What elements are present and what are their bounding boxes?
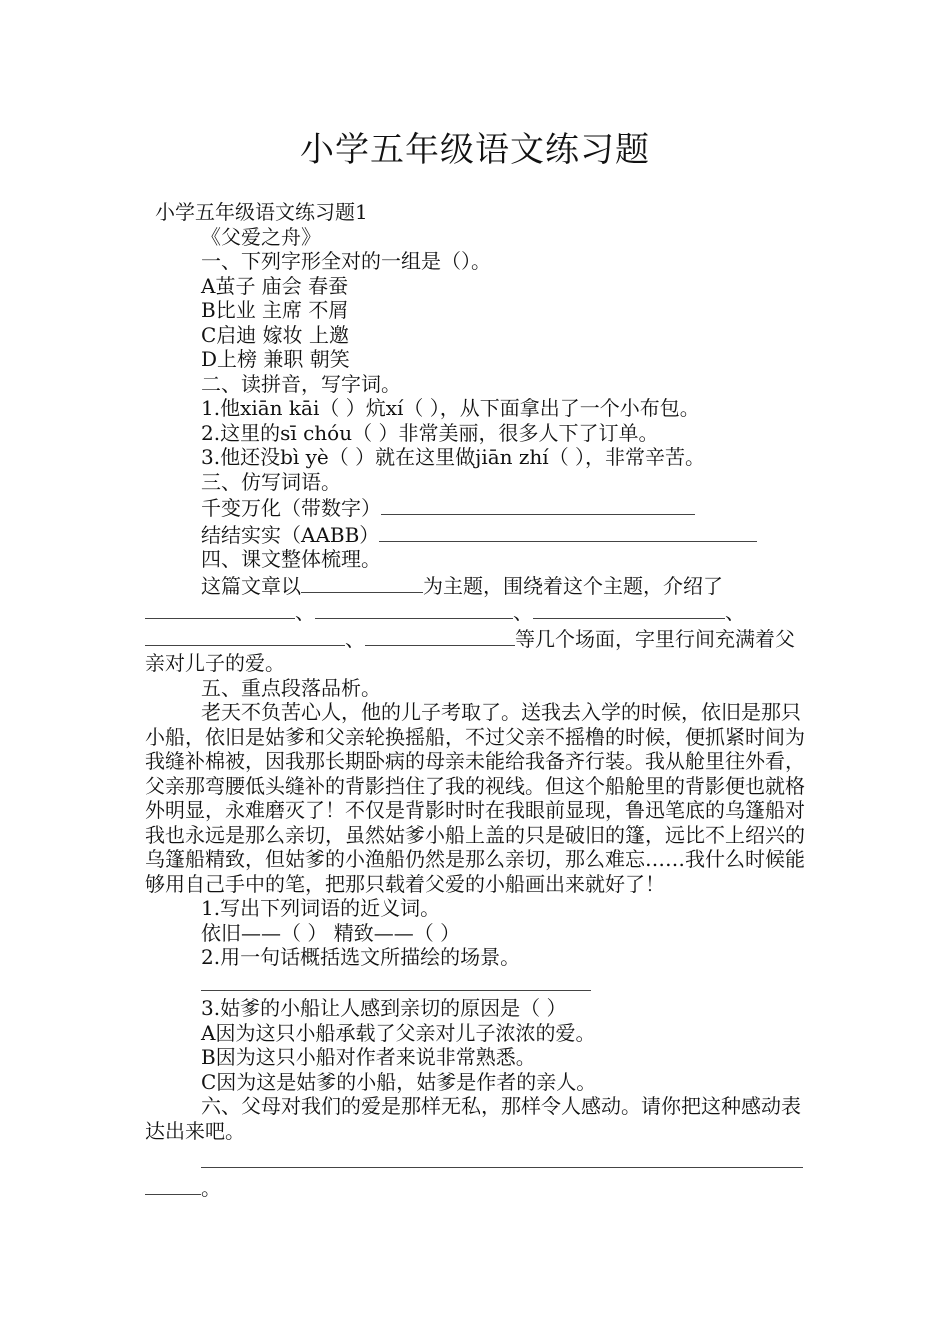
page-title: 小学五年级语文练习题 bbox=[300, 130, 650, 170]
lesson-title: 《父爱之舟》 bbox=[201, 224, 321, 249]
q4-blank-scene-1[interactable] bbox=[145, 598, 295, 619]
q4-heading: 四、课文整体梳理。 bbox=[201, 547, 381, 571]
q4-text-b: 为主题，围绕着这个主题，介绍了 bbox=[423, 573, 723, 598]
q5-sub3: 3.姑爹的小船让人感到亲切的原因是（ ） bbox=[201, 996, 567, 1020]
q5-sub3-option-a: A因为这只小船承载了父亲对儿子浓浓的爱。 bbox=[201, 1020, 596, 1045]
q6-end-mark: 。 bbox=[201, 1175, 221, 1200]
q1-option-a: A茧子 庙会 春蚕 bbox=[201, 273, 349, 298]
q5-sub1-items: 依旧——（ ） 精致——（ ） bbox=[201, 920, 461, 945]
q4-sep-2: 、 bbox=[513, 600, 533, 624]
q1-option-d: D上榜 兼职 朝笑 bbox=[201, 347, 350, 371]
q3-item-1 bbox=[145, 494, 807, 521]
document-body bbox=[145, 200, 807, 1200]
q3-item-2-label: 结结实实（AABB） bbox=[201, 522, 380, 547]
q4-blank-theme[interactable] bbox=[301, 572, 423, 593]
q1-option-c: C启迪 嫁妆 上邀 bbox=[201, 322, 350, 347]
q3-item-1-label: 千变万化（带数字） bbox=[201, 496, 381, 520]
q6-answer-blank-2[interactable] bbox=[145, 1174, 201, 1195]
q3-item-2 bbox=[145, 521, 807, 548]
q4-blank-scene-2[interactable] bbox=[315, 598, 513, 619]
q2-item-1: 1.他xiān kāi（ ）炕xí（ ），从下面拿出了一个小布包。 bbox=[201, 396, 700, 420]
q2-item-2: 2.这里的sī chóu（ ）非常美丽，很多人下了订单。 bbox=[201, 420, 659, 445]
q3-heading: 三、仿写词语。 bbox=[201, 469, 341, 494]
q3-answer-blank-1[interactable] bbox=[381, 494, 695, 515]
q4-sep-3: 、 bbox=[725, 600, 745, 624]
q4-sep-4: 、 bbox=[345, 626, 365, 651]
q5-sub2-answer-line bbox=[145, 970, 807, 997]
q6-answer-area bbox=[145, 1147, 807, 1200]
q4-sep-1: 、 bbox=[295, 600, 315, 624]
q1-option-b: B比业 主席 不屑 bbox=[201, 298, 349, 322]
q6-answer-blank-1[interactable] bbox=[201, 1147, 803, 1168]
q5-sub2-blank[interactable] bbox=[201, 970, 591, 991]
q1-heading: 一、下列字形全对的一组是（）。 bbox=[201, 249, 491, 273]
exercise-subtitle: 小学五年级语文练习题1 bbox=[155, 200, 368, 224]
q5-passage: 老天不负苦心人，他的儿子考取了。送我去入学的时候，依旧是那只小船，依旧是姑爹和父亲轮换摇船，不过父亲不摇橹的时候，便抓紧时间为我缝补棉被，因我那长期卧病的母亲未能给我备齐行装。我从舱里往外看，父亲那弯腰低头缝补的背影挡住了我的视线。但这个船舱里的背影便也就格外明显，永难磨灭了！不仅是背影时时在我眼前显现，鲁迅笔底的乌篷船对我也永远是那么亲切，虽然姑爹小船上盖的只是破旧的篷，远比不上绍兴的乌篷船精致，但姑爹的小渔船仍然是那么亲切，那么难忘……我什么时候能够用自己手中的笔，把那只载着父爱的小船画出来就好了！ bbox=[145, 700, 805, 896]
q5-sub2: 2.用一句话概括选文所描绘的场景。 bbox=[201, 945, 521, 969]
q4-blank-scene-3[interactable] bbox=[533, 598, 725, 619]
q5-sub3-option-b: B因为这只小船对作者来说非常熟悉。 bbox=[201, 1045, 536, 1069]
q4-blank-scene-5[interactable] bbox=[365, 625, 515, 646]
q4-paragraph bbox=[145, 572, 807, 676]
q5-heading: 五、重点段落品析。 bbox=[201, 675, 381, 700]
q4-text-c: 等几个场面，字里行间充满着父亲对儿子的爱。 bbox=[145, 626, 795, 675]
q2-heading: 二、读拼音，写字词。 bbox=[201, 371, 401, 396]
q4-blank-scene-4[interactable] bbox=[145, 625, 345, 646]
q3-answer-blank-2[interactable] bbox=[379, 521, 757, 542]
q2-item-3: 3.他还没bì yè（ ）就在这里做jiān zhí（ ），非常辛苦。 bbox=[201, 445, 706, 469]
q6-heading: 六、父母对我们的爱是那样无私，那样令人感动。请你把这种感动表达出来吧。 bbox=[145, 1094, 801, 1143]
q5-sub3-option-c: C因为这是姑爹的小船，姑爹是作者的亲人。 bbox=[201, 1069, 597, 1094]
q5-sub1: 1.写出下列词语的近义词。 bbox=[201, 896, 441, 920]
q4-text-a: 这篇文章以 bbox=[201, 573, 301, 598]
